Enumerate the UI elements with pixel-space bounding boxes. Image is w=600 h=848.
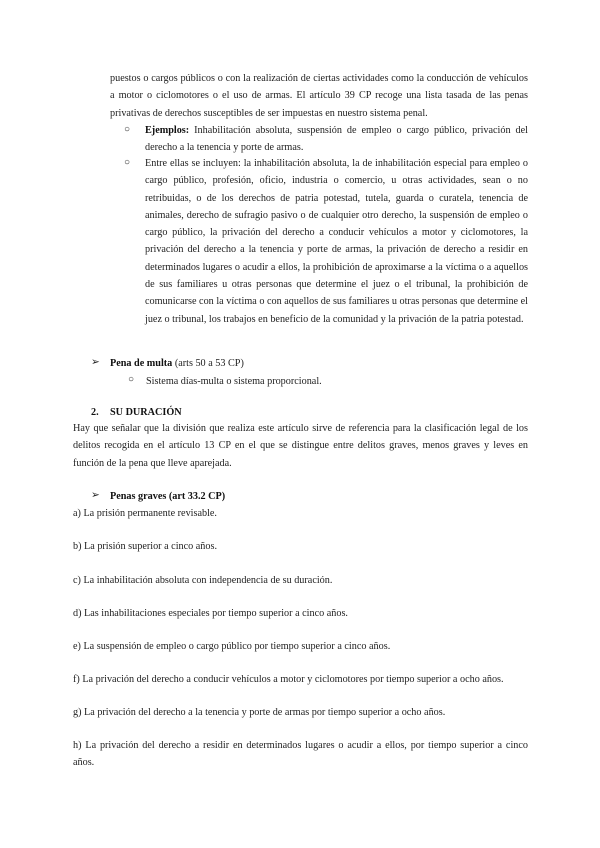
graves-item: c) La inhabilitación absoluta con independencia de su duración.: [73, 575, 333, 586]
section-paragraph: Hay que señalar que la división que realiza este artículo sirve de referencia para la clasificación legal de los delitos recogida en el artículo 13 CP en el que se distingue entre delitos graves, menos graves y leves en función de la pena que lleve aparejada.: [73, 423, 528, 469]
multa-heading: [110, 357, 244, 371]
examples-label: Ejemplos:: [145, 125, 190, 136]
multa-ref: (arts 50 a 53 CP): [172, 358, 244, 369]
graves-item: a) La prisión permanente revisable.: [73, 508, 217, 519]
examples-bullet: [145, 122, 528, 157]
graves-item: h) La privación del derecho a residir en determinados lugares o acudir a ellos, por tiempo superior a cinco años.: [73, 740, 528, 769]
multa-item: Sistema días-multa o sistema proporcional.: [146, 376, 322, 387]
section-number: 2.: [91, 407, 99, 418]
graves-item: b) La prisión superior a cinco años.: [73, 541, 217, 552]
arrow-bullet-icon: ➢: [91, 490, 100, 501]
intro-paragraph: puestos o cargos públicos o con la realización de ciertas actividades como la conducción de vehículos a motor o ciclomotores o el uso de armas. El artículo 39 CP recoge una lista tasada de las penas privativas de derechos susceptibles de ser impuestas en nuestro sistema penal.: [110, 73, 528, 119]
list-bullet: Entre ellas se incluyen: la inhabilitación absoluta, la de inhabilitación especial para empleo o cargo público, profesión, oficio, industria o comercio, u otras actividades, sean o no retribuidas, o de los derechos de patria potestad, tutela, guarda o curatela, tenencia de animales, derecho de sufragio pasivo o de cualquier otro derecho, la suspensión de empleo o cargo público, la privación del derecho a conducir vehículos a motor y ciclomotores, la privación del derecho a la tenencia y porte de armas, la privación de derecho a residir en determinados lugares o acudir a ellos, la prohibición de aproximarse a la víctima o a aquellos de sus familiares u otras personas que determine el juez o el tribunal, la prohibición de comunicarse con la víctima o con aquellos de sus familiares u otras personas que determine el juez o tribunal, los trabajos en beneficio de la comunidad y la privación de la patria potestad.: [145, 158, 528, 325]
bullet-circle: ○: [124, 157, 131, 168]
multa-label: Pena de multa: [110, 358, 173, 369]
graves-item: f) La privación del derecho a conducir vehículos a motor y ciclomotores por tiempo superior a ocho años.: [73, 674, 504, 685]
section-title: SU DURACIÓN: [110, 407, 182, 418]
bullet-circle: ○: [124, 124, 131, 135]
graves-item: g) La privación del derecho a la tenencia y porte de armas por tiempo superior a ocho años.: [73, 707, 446, 718]
examples-text: Inhabilitación absoluta, suspensión de empleo o cargo público, privación del derecho a la tenencia y porte de armas.: [145, 125, 528, 154]
bullet-circle: ○: [128, 374, 135, 385]
graves-item: d) Las inhabilitaciones especiales por tiempo superior a cinco años.: [73, 608, 348, 619]
graves-item: e) La suspensión de empleo o cargo público por tiempo superior a cinco años.: [73, 641, 391, 652]
arrow-bullet-icon: ➢: [91, 357, 100, 368]
graves-heading: Penas graves (art 33.2 CP): [110, 491, 226, 502]
